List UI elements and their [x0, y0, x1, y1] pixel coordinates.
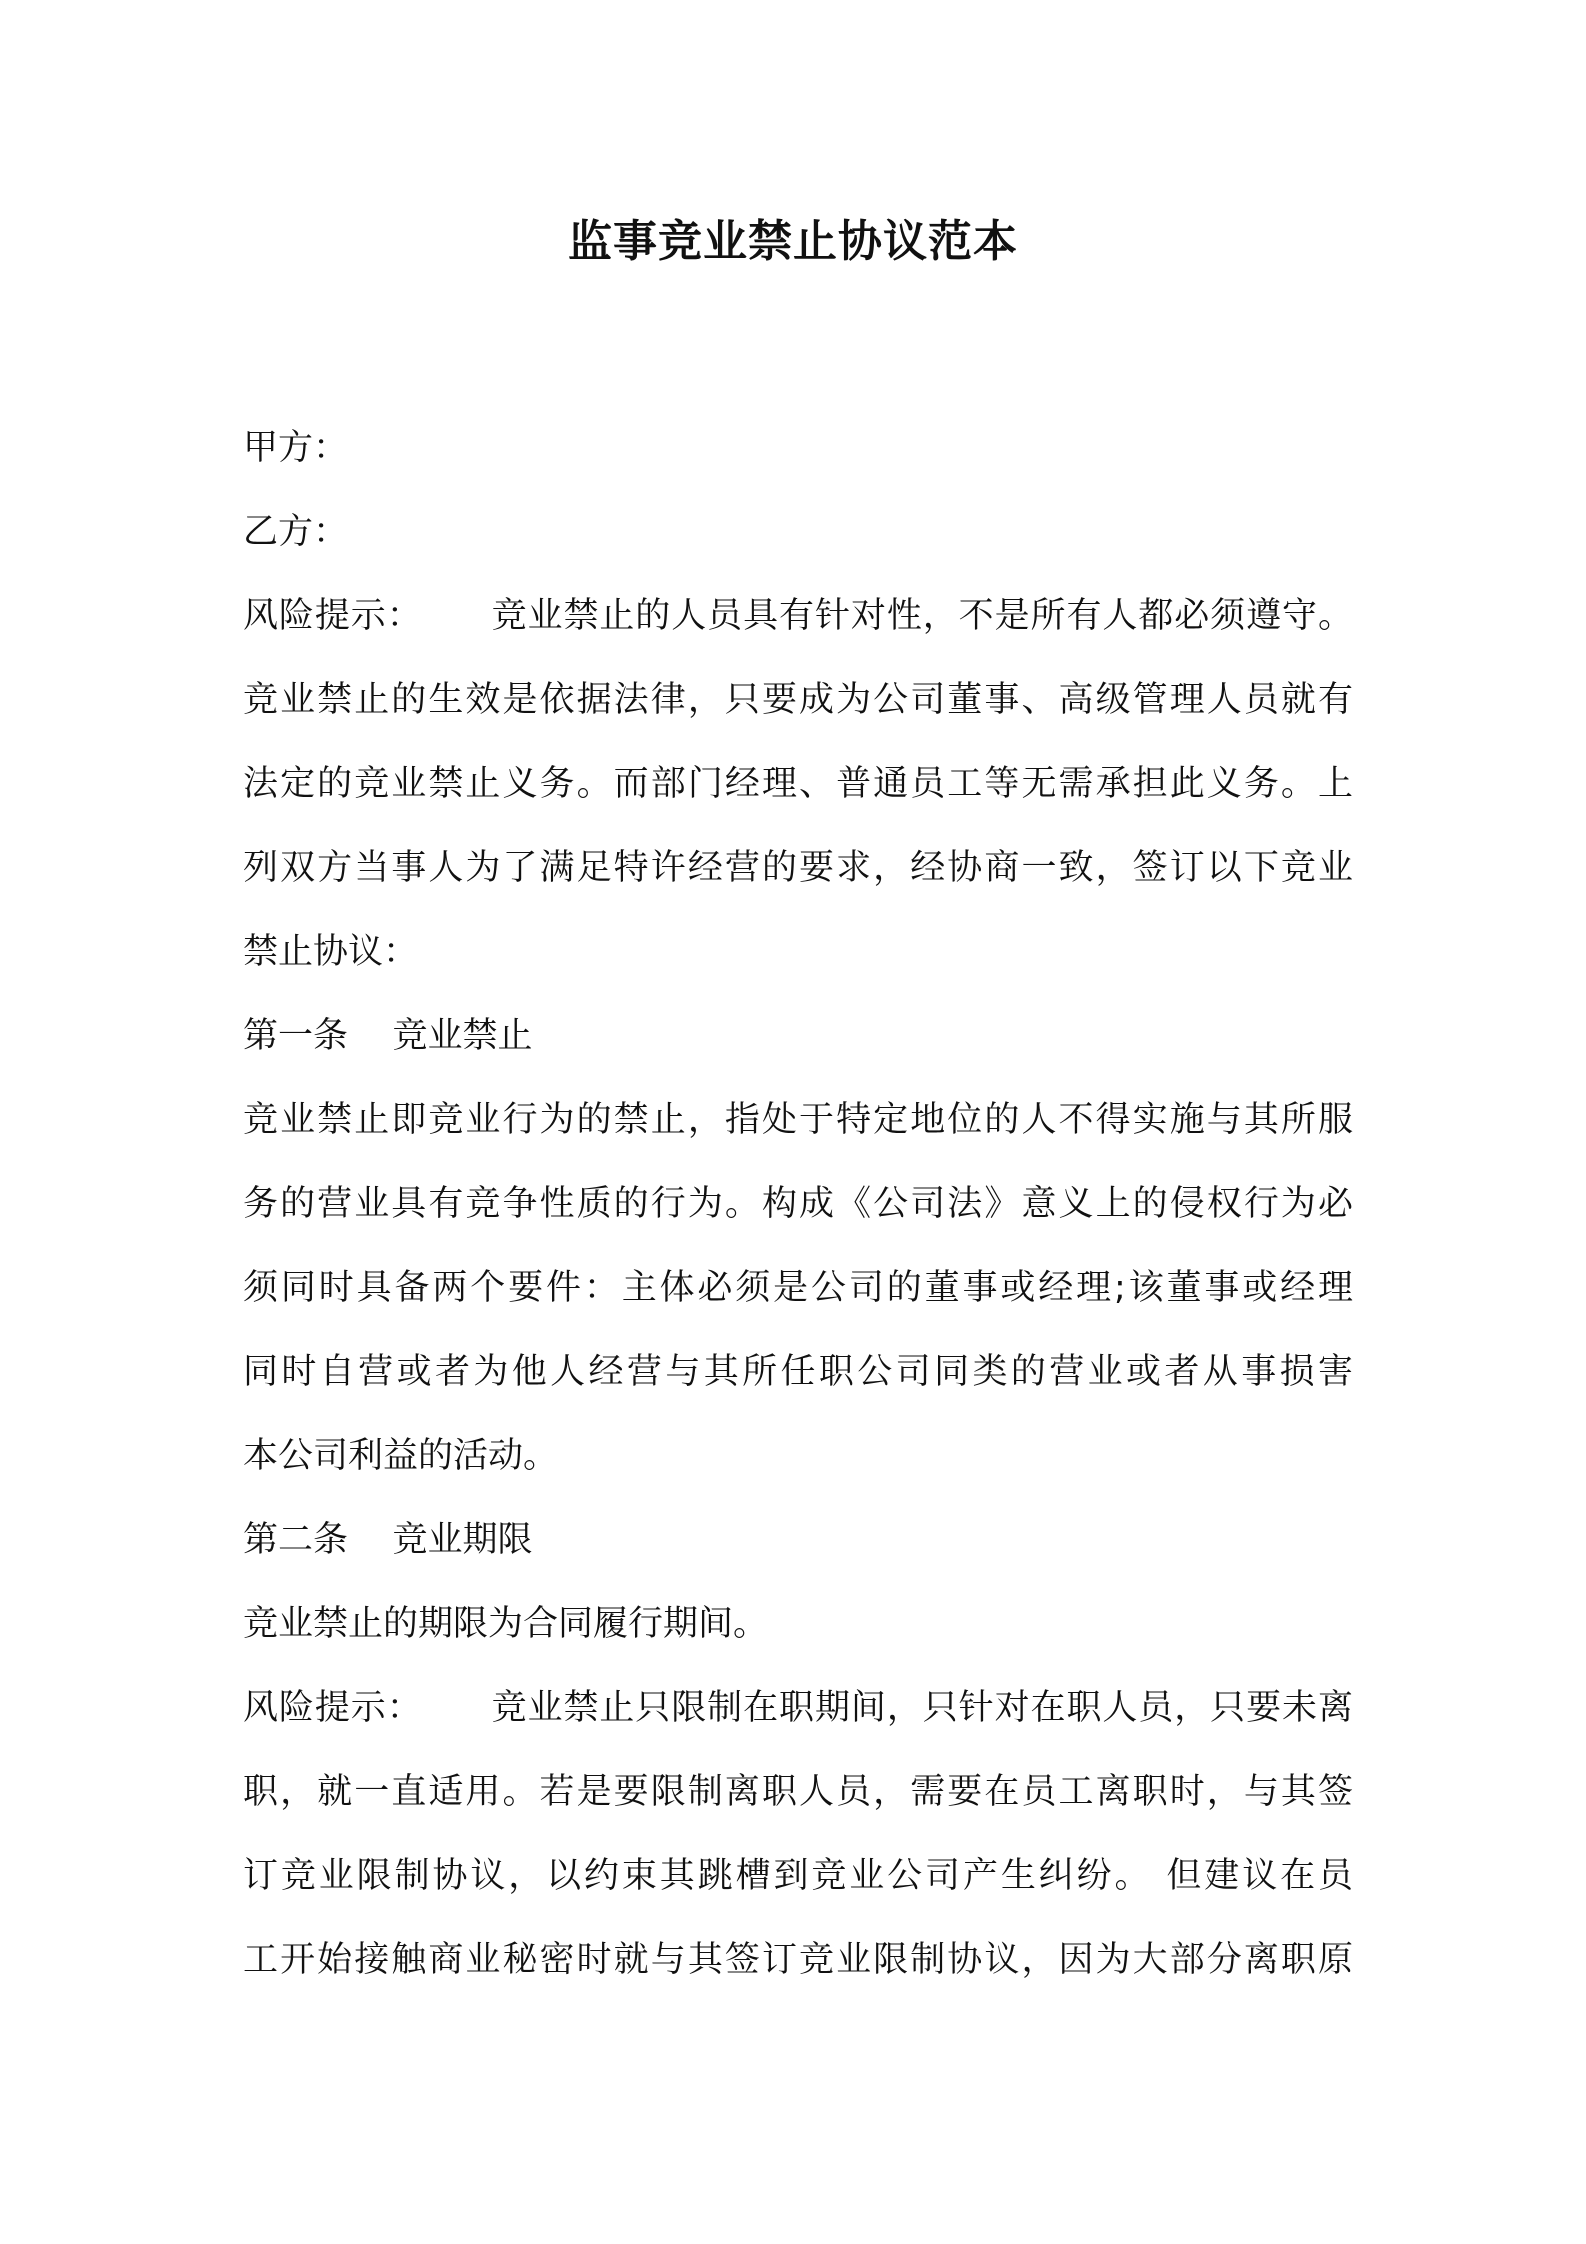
paragraph-line: 竞业禁止的期限为合同履行期间。 — [243, 1604, 769, 1644]
paragraph-line: 列双方当事人为了满足特许经营的要求，经协商一致，签订以下竞业 — [243, 848, 1353, 888]
paragraph-line: 竞业禁止的人员具有针对性，不是所有人都必须遵守。 — [490, 596, 1353, 636]
risk-notice-1-first-line — [243, 574, 1353, 658]
paragraph-line: 工开始接触商业秘密时就与其签订竞业限制协议，因为大部分离职原 — [243, 1940, 1353, 1980]
paragraph-line: 职，就一直适用。若是要限制离职人员，需要在员工离职时，与其签 — [243, 1772, 1353, 1812]
party-a-line: 甲方： — [243, 428, 349, 468]
paragraph-line: 须同时具备两个要件：主体必须是公司的董事或经理;该董事或经理 — [243, 1268, 1353, 1308]
article-2-heading: 第二条 竞业期限 — [243, 1520, 533, 1560]
paragraph-line: 竞业禁止的生效是依据法律，只要成为公司董事、高级管理人员就有 — [243, 680, 1353, 720]
document-body — [243, 406, 1353, 2002]
paragraph-line: 竞业禁止即竞业行为的禁止，指处于特定地位的人不得实施与其所服 — [243, 1100, 1353, 1140]
paragraph-line: 禁止协议： — [243, 932, 419, 972]
risk-notice-label: 风险提示： — [243, 596, 423, 636]
article-1-heading: 第一条 竞业禁止 — [243, 1016, 533, 1056]
paragraph-line: 订竞业限制协议，以约束其跳槽到竞业公司产生纠纷。 但建议在员 — [243, 1856, 1353, 1896]
paragraph-line: 本公司利益的活动。 — [243, 1436, 559, 1476]
paragraph-line: 竞业禁止只限制在职期间，只针对在职人员，只要未离 — [490, 1688, 1353, 1728]
document-title: 监事竞业禁止协议范本 — [568, 216, 1018, 267]
paragraph-line: 同时自营或者为他人经营与其所任职公司同类的营业或者从事损害 — [243, 1352, 1353, 1392]
party-b-line: 乙方： — [243, 512, 349, 552]
risk-notice-label: 风险提示： — [243, 1688, 423, 1728]
paragraph-line: 法定的竞业禁止义务。而部门经理、普通员工等无需承担此义务。上 — [243, 764, 1353, 804]
risk-notice-2-first-line — [243, 1666, 1353, 1750]
paragraph-line: 务的营业具有竞争性质的行为。构成《公司法》意义上的侵权行为必 — [243, 1184, 1353, 1224]
